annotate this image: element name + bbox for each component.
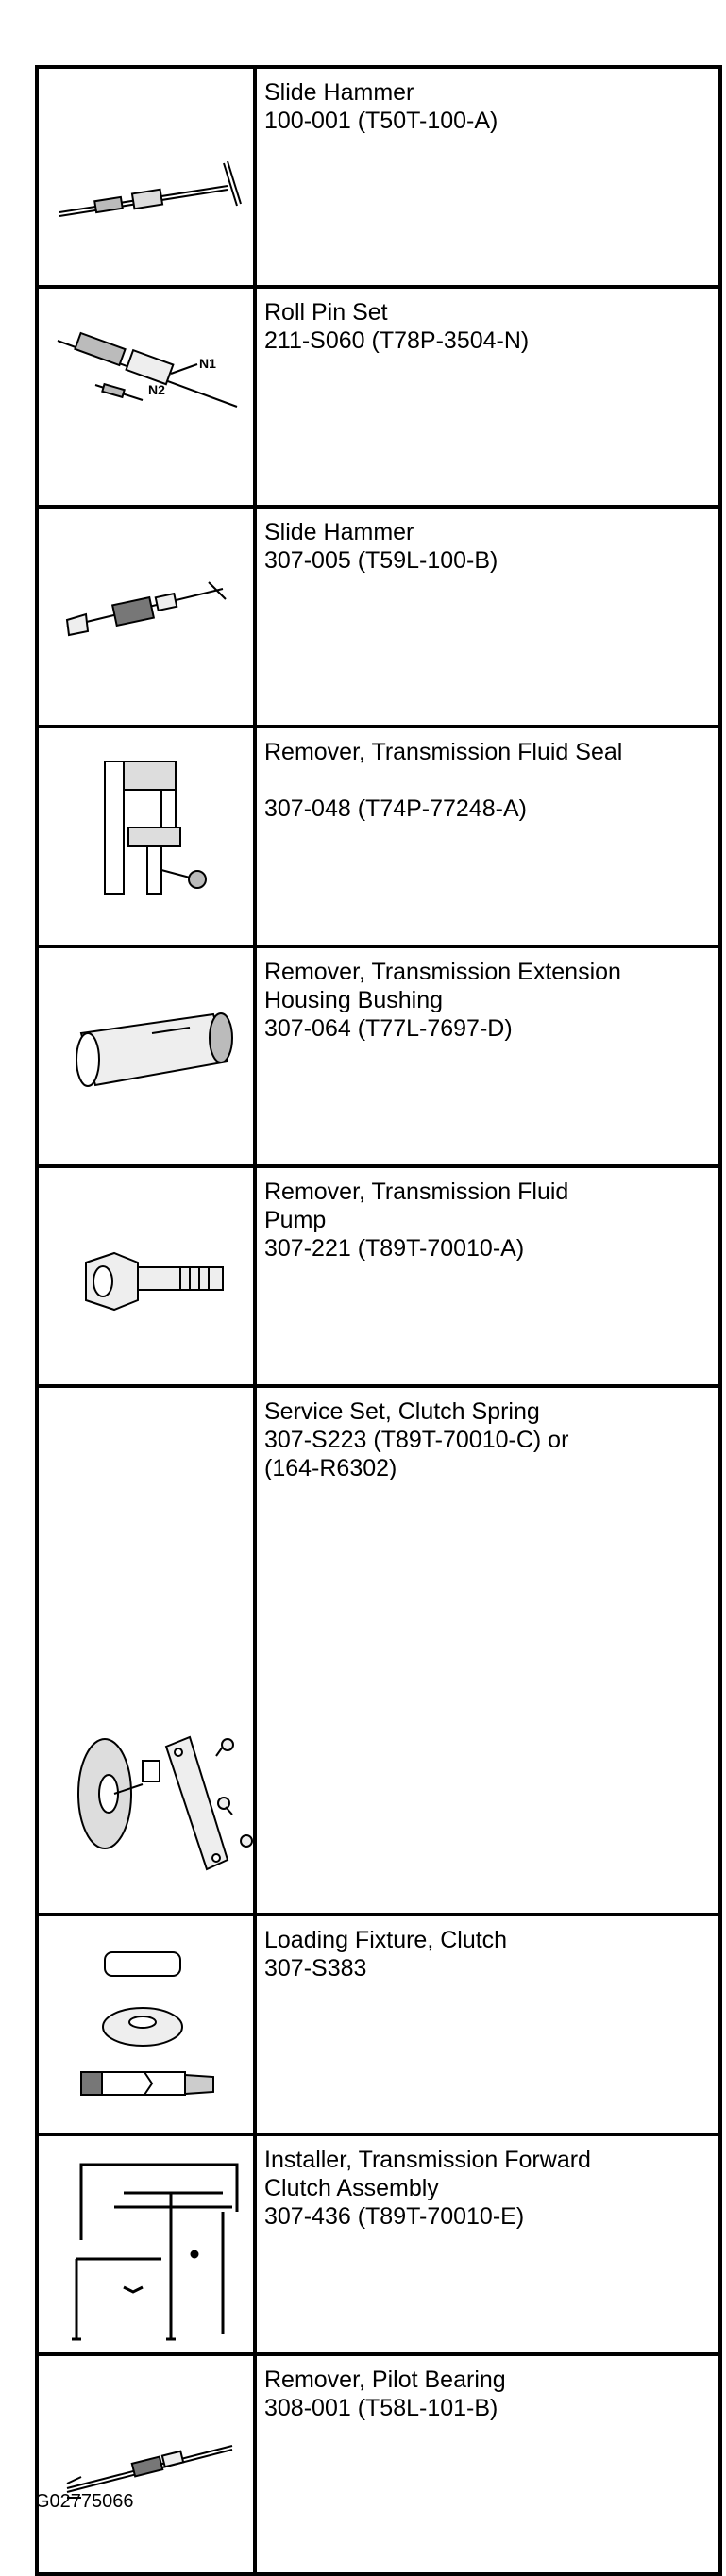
tool-number: 307-436 (T89T-70010-E) [264,2203,525,2230]
tool-name: Remover, Transmission Fluid [264,1179,569,1205]
tool-name: Loading Fixture, Clutch [264,1927,508,1953]
tool-name-continued: Housing Bushing [264,987,444,1013]
tool-name: Remover, Pilot Bearing [264,2367,506,2393]
callout-label: N1 [199,356,216,371]
tool-name-continued: Pump [264,1207,327,1233]
tool-image-cell [37,1166,255,1386]
clutch-installer-icon [39,2136,257,2352]
tool-image-cell [37,2134,255,2354]
pilot-bearing-remover-icon [39,2356,257,2572]
tool-spacer [264,766,711,795]
tool-description-cell [255,946,720,1166]
clutch-spring-service-set-icon [39,1388,257,1913]
table-row [37,946,720,1166]
tool-description-cell [255,1386,720,1915]
tool-number: 307-048 (T74P-77248-A) [264,795,527,822]
table-row [37,1915,720,2134]
tool-name: Remover, Transmission Fluid Seal [264,739,623,765]
roll-pin-set-icon [39,289,257,505]
fluid-seal-remover-icon [39,728,257,945]
table-row [37,507,720,727]
fluid-pump-remover-icon [39,1168,257,1384]
tool-number: 307-064 (T77L-7697-D) [264,1015,513,1042]
tool-name: Roll Pin Set [264,299,388,326]
tool-number: 307-005 (T59L-100-B) [264,547,498,574]
tool-description-cell [255,1166,720,1386]
slide-hammer-icon [39,509,257,725]
table-row [37,1166,720,1386]
table-row [37,1386,720,1915]
tool-name: Installer, Transmission Forward [264,2147,591,2173]
table-row [37,2134,720,2354]
tool-description-cell [255,2354,720,2574]
tool-name: Service Set, Clutch Spring [264,1398,540,1425]
tool-number: 100-001 (T50T-100-A) [264,108,498,134]
tool-image-cell [37,507,255,727]
clutch-loading-fixture-icon [39,1916,257,2133]
tool-image-cell [37,727,255,946]
tool-description-cell [255,287,720,507]
tool-description-cell [255,1915,720,2134]
tool-number-alternate: (164-R6302) [264,1455,397,1481]
tool-image-cell [37,1386,255,1915]
table-row [37,727,720,946]
tool-name: Slide Hammer [264,79,414,106]
tool-number: 307-221 (T89T-70010-A) [264,1235,525,1262]
callout-label: N2 [148,382,165,397]
tool-number: 307-S383 [264,1955,367,1982]
tool-description-cell [255,507,720,727]
slide-hammer-icon [39,69,257,285]
bushing-remover-icon [39,948,257,1164]
tool-name: Slide Hammer [264,519,414,545]
tool-image-cell [37,287,255,507]
table-row [37,2354,720,2574]
table-row [37,67,720,287]
table-row [37,287,720,507]
tool-image-cell [37,2354,255,2574]
tool-description-cell [255,67,720,287]
tool-number: 211-S060 (T78P-3504-N) [264,327,530,354]
tool-image-cell [37,1915,255,2134]
tool-description-cell [255,727,720,946]
tool-number: 307-S223 (T89T-70010-C) or [264,1427,569,1453]
tool-description-cell [255,2134,720,2354]
figure-id: G02775066 [35,2491,134,2512]
tool-name-continued: Clutch Assembly [264,2175,439,2201]
tool-image-cell [37,946,255,1166]
tool-number: 308-001 (T58L-101-B) [264,2395,498,2421]
tool-name: Remover, Transmission Extension [264,959,621,985]
special-tools-table [35,65,722,2576]
tool-image-cell [37,67,255,287]
